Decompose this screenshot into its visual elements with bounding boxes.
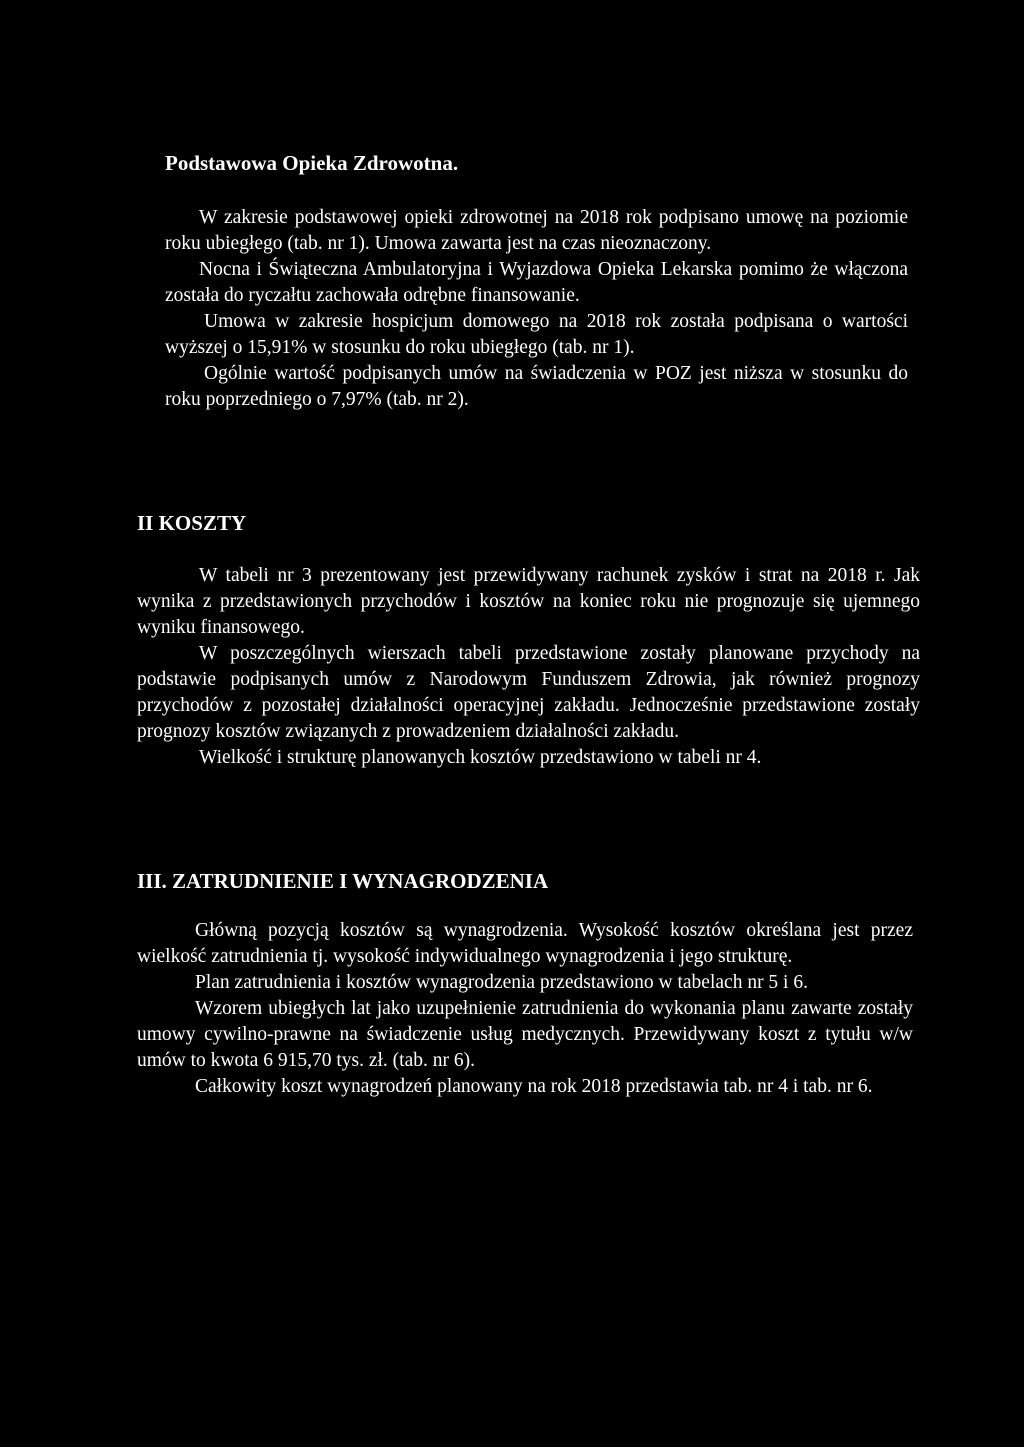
paragraph: Wzorem ubiegłych lat jako uzupełnienie zatrudnienia do wykonania planu zawarte zostały umowy cywilno-prawne na świadczenie usług medycznych. Przewidywany koszt z tytułu w/w umów to kwota 6 915,70 tys. zł. (tab. nr 6). (137, 998, 913, 1071)
paragraph: W poszczególnych wierszach tabeli przedstawione zostały planowane przychody na podstawie podpisanych umów z Narodowym Funduszem Zdrowia, jak również prognozy przychodów z pozostałej działalności operacyjnej zakładu. Jednocześnie przedstawione zostały prognozy kosztów związanych z prowadzeniem działalności zakładu. (137, 643, 920, 742)
section-heading-zatrudnienie: III. ZATRUDNIENIE I WYNAGRODZENIA (137, 869, 549, 893)
paragraph: Wielkość i strukturę planowanych kosztów przedstawiono w tabeli nr 4. (199, 747, 762, 768)
paragraph: Ogólnie wartość podpisanych umów na świadczenia w POZ jest niższa w stosunku do roku poprzedniego o 7,97% (tab. nr 2). (165, 363, 908, 410)
section-heading-poz: Podstawowa Opieka Zdrowotna. (165, 151, 459, 175)
paragraph: Umowa w zakresie hospicjum domowego na 2018 rok została podpisana o wartości wyższej o 15,91% w stosunku do roku ubiegłego (tab. nr 1). (165, 311, 908, 358)
paragraph: W zakresie podstawowej opieki zdrowotnej na 2018 rok podpisano umowę na poziomie roku ubiegłego (tab. nr 1). Umowa zawarta jest na czas nieoznaczony. (165, 207, 908, 254)
paragraph: Główną pozycją kosztów są wynagrodzenia. Wysokość kosztów określana jest przez wielkość zatrudnienia tj. wysokość indywidualnego wynagrodzenia i jego strukturę. (137, 920, 913, 967)
paragraph: Całkowity koszt wynagrodzeń planowany na rok 2018 przedstawia tab. nr 4 i tab. nr 6. (195, 1076, 873, 1097)
paragraph: Plan zatrudnienia i kosztów wynagrodzenia przedstawiono w tabelach nr 5 i 6. (195, 972, 808, 993)
section-body-zatrudnienie (137, 918, 913, 1100)
section-body-koszty (137, 563, 920, 771)
paragraph: W tabeli nr 3 prezentowany jest przewidywany rachunek zysków i strat na 2018 r. Jak wynika z przedstawionych przychodów i kosztów na koniec roku nie prognozuje się ujemnego wyniku finansowego. (137, 565, 920, 638)
section-body-poz (165, 205, 908, 413)
paragraph: Nocna i Świąteczna Ambulatoryjna i Wyjazdowa Opieka Lekarska pomimo że włączona została do ryczałtu zachowała odrębne finansowanie. (165, 259, 908, 306)
section-heading-koszty: II KOSZTY (137, 511, 247, 535)
